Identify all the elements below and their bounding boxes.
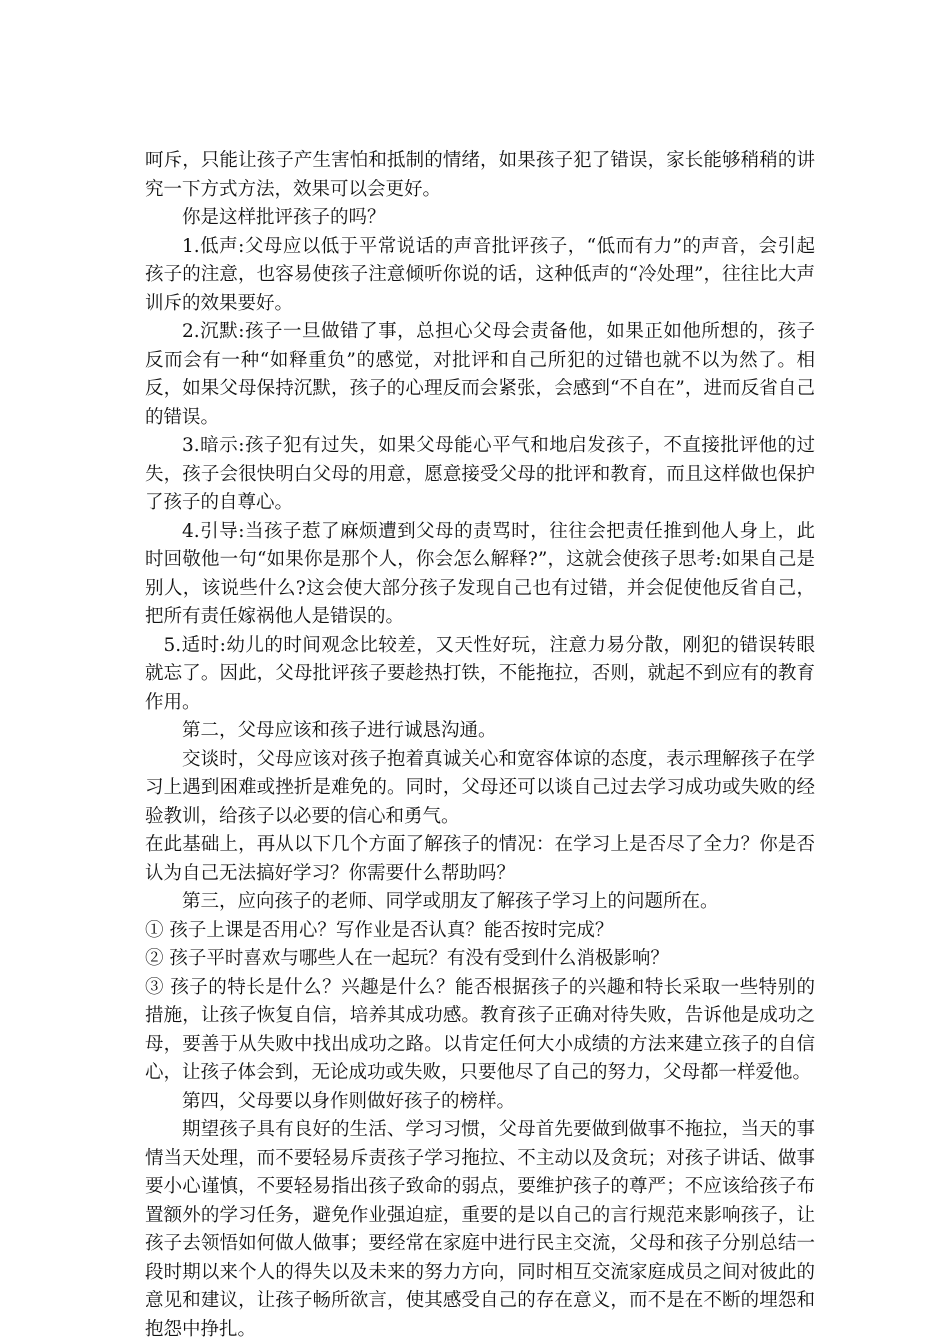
paragraph-question: 你是这样批评孩子的吗？ xyxy=(182,207,386,228)
paragraph-section-four-heading: 第四，父母要以身作则做好孩子的榜样。 xyxy=(182,1090,516,1112)
paragraph-section-three-heading: 第三，应向孩子的老师、同学或朋友了解孩子学习上的问题所在。 xyxy=(182,891,719,912)
list-item-one: ① 孩子上课是否用心？写作业是否认真？能否按时完成？ xyxy=(145,919,614,941)
paragraph-section-two-body: 交谈时，父母应该对孩子抱着真诚关心和宽容体谅的态度，表示理解孩子在学习上遇到困难或挫折是难免的。同时，父母还可以谈自己过去学习成功或失败的经验教训，给孩子以必要的信心和勇气。 xyxy=(145,748,815,827)
paragraph-tip-hint: 3.暗示:孩子犯有过失，如果父母能心平气和地启发孩子，不直接批评他的过失，孩子会很快明白父母的用意，愿意接受父母的批评和教育，而且这样做也保护了孩子的自尊心。 xyxy=(145,435,815,513)
paragraph-tip-guide: 4.引导:当孩子惹了麻烦遭到父母的责骂时，往往会把责任推到他人身上，此时回敬他一句“如果你是那个人，你会怎么解释?”，这就会使孩子思考:如果自己是别人，该说些什么?这会使大部分孩子发现自己也有过错，并会促使他反省自己，把所有责任嫁祸他人是错误的。 xyxy=(145,520,815,627)
paragraph-tip-timely: 5.适时:幼儿的时间观念比较差，又天性好玩，注意力易分散，刚犯的错误转眼就忘了。因此，父母批评孩子要趁热打铁，不能拖拉，否则，就起不到应有的教育作用。 xyxy=(145,634,815,713)
list-item-two: ② 孩子平时喜欢与哪些人在一起玩？有没有受到什么消极影响？ xyxy=(145,948,669,969)
paragraph-section-two-questions: 在此基础上，再从以下几个方面了解孩子的情况：在学习上是否尽了全力？你是否认为自己无法搞好学习？你需要什么帮助吗？ xyxy=(145,834,815,884)
paragraph-tip-silence: 2.沉默:孩子一旦做错了事，总担心父母会责备他，如果正如他所想的，孩子反而会有一种“如释重负”的感觉，对批评和自己所犯的过错也就不以为然了。相反，如果父母保持沉默，孩子的心理反而会紧张，会感到“不自在”，进而反省自己的错误。 xyxy=(145,321,815,428)
document-body xyxy=(145,147,815,1344)
paragraph-section-four-body: 期望孩子具有良好的生活、学习习惯，父母首先要做到做事不拖拉，当天的事情当天处理，而不要轻易斥责孩子学习拖拉、不主动以及贪玩；对孩子讲话、做事要小心谨慎，不要轻易指出孩子致命的弱点，要维护孩子的尊严；不应该给孩子布置额外的学习任务，避免作业强迫症，重要的是以自己的言行规范来影响孩子，让孩子去领悟如何做人做事；要经常在家庭中进行民主交流，父母和孩子分别总结一段时期以来个人的得失以及未来的努力方向，同时相互交流家庭成员之间对彼此的意见和建议，让孩子畅所欲言，使其感受自己的存在意义，而不是在不断的埋怨和抱怨中挣扎。 xyxy=(145,1119,815,1340)
paragraph-tip-low-voice: 1.低声:父母应以低于平常说话的声音批评孩子，“低而有力”的声音，会引起孩子的注意，也容易使孩子注意倾听你说的话，这种低声的“冷处理”，往往比大声训斥的效果要好。 xyxy=(145,235,815,314)
list-item-three: ③ 孩子的特长是什么？兴趣是什么？能否根据孩子的兴趣和特长采取一些特别的措施，让孩子恢复自信，培养其成功感。教育孩子正确对待失败，告诉他是成功之母，要善于从失败中找出成功之路。以肯定任何大小成绩的方法来建立孩子的自信心，让孩子体会到，无论成功或失败，只要他尽了自己的努力，父母都一样爱他。 xyxy=(145,976,815,1083)
paragraph-intro-continuation: 呵斥，只能让孩子产生害怕和抵制的情绪，如果孩子犯了错误，家长能够稍稍的讲究一下方式方法，效果可以会更好。 xyxy=(145,150,815,200)
paragraph-section-two-heading: 第二，父母应该和孩子进行诚恳沟通。 xyxy=(182,720,497,741)
